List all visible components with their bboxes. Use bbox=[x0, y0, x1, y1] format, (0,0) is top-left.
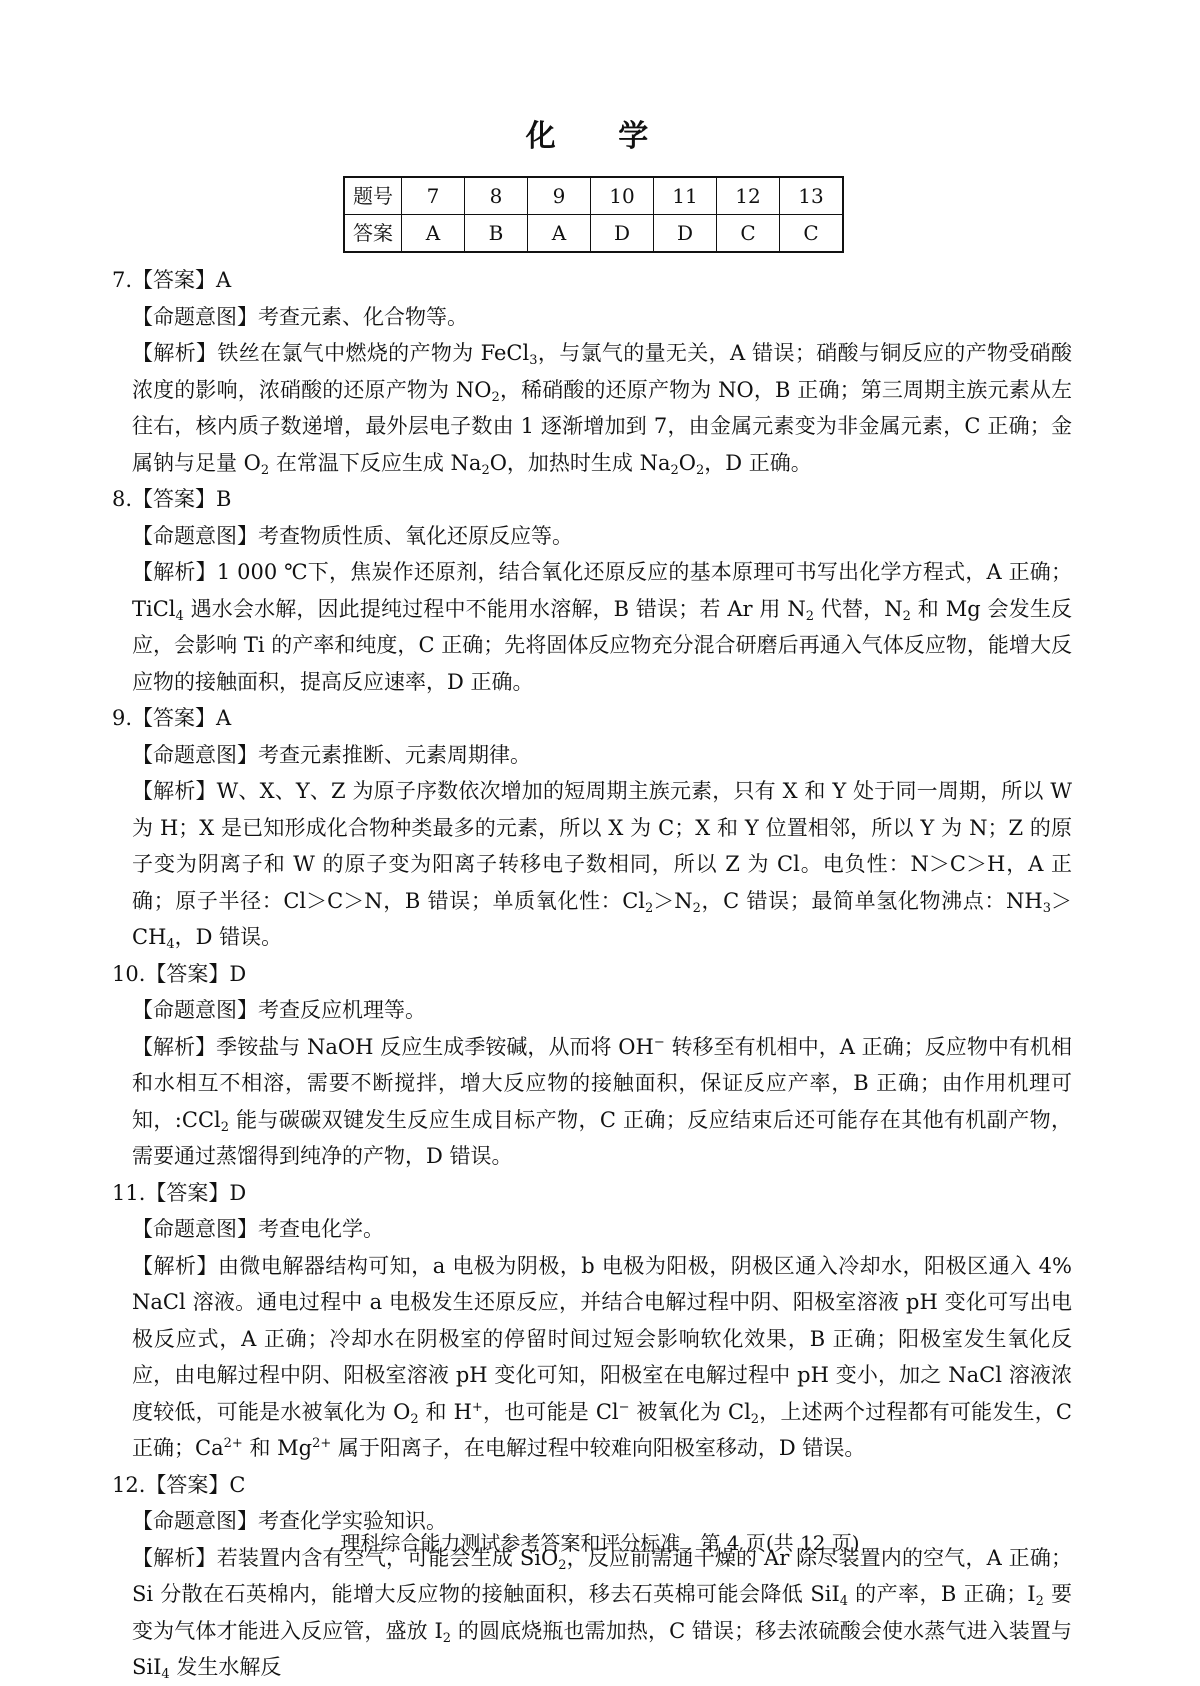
question-number-cell: 13 bbox=[780, 177, 844, 215]
superscript: − bbox=[618, 1399, 630, 1415]
subscript: 2 bbox=[644, 900, 654, 916]
analysis-text: 和 Mg 会发生反应，会影响 Ti 的产率和纯度，C 正确；先将固体反应物充分混合研磨后再通入气体反应物，能增大反应物的接触面积，提高反应速率，D 正确。 bbox=[132, 596, 1072, 694]
analysis-text: 要变为气体才能进入反应管，盛放 I bbox=[132, 1582, 1073, 1643]
answer-table bbox=[343, 176, 844, 253]
analysis-paragraph bbox=[132, 773, 1072, 956]
table-header-label: 答案 bbox=[344, 215, 402, 253]
subscript: 4 bbox=[839, 1594, 849, 1609]
intent-text: 考查元素推断、元素周期律。 bbox=[258, 742, 531, 767]
subscript: 2 bbox=[805, 608, 815, 624]
answer-cell: A bbox=[402, 215, 465, 253]
subscript: 3 bbox=[1042, 900, 1051, 916]
analysis-label: 【解析】 bbox=[132, 560, 217, 584]
subscript: 4 bbox=[161, 1667, 170, 1682]
answer-cell: C bbox=[780, 215, 844, 253]
intent-text: 考查元素、化合物等。 bbox=[258, 304, 468, 329]
intent-text: 考查化学实验知识。 bbox=[258, 1509, 447, 1533]
question-number-cell: 9 bbox=[528, 177, 591, 215]
superscript: 2+ bbox=[312, 1436, 332, 1451]
subscript: 2 bbox=[410, 1411, 419, 1427]
analysis-paragraph bbox=[132, 1540, 1072, 1686]
analysis-paragraph bbox=[132, 1248, 1072, 1467]
analysis-text: 在常温下反应生成 Na bbox=[269, 450, 482, 475]
analysis-text: 遇水会水解，因此提纯过程中不能用水溶解，B 错误；若 Ar 用 N bbox=[183, 596, 806, 621]
question-number-cell: 7 bbox=[402, 177, 465, 215]
subscript: 2 bbox=[902, 608, 911, 624]
subscript: 2 bbox=[481, 462, 490, 478]
intent-label: 【命题意图】 bbox=[132, 523, 258, 548]
analysis-text: ，C 错误；最简单氢化物沸点：NH bbox=[700, 888, 1043, 913]
superscript: − bbox=[653, 1034, 665, 1050]
subscript: 2 bbox=[696, 462, 705, 478]
page-title: 化 学 bbox=[525, 119, 675, 154]
intent-text: 考查反应机理等。 bbox=[258, 998, 426, 1022]
question-answer-heading: 9.【答案】A bbox=[112, 706, 232, 730]
question-answer-heading: 11.【答案】D bbox=[112, 1180, 247, 1205]
analysis-text: W、X、Y、Z 为原子序数依次增加的短周期主族元素，只有 X 和 Y 处于同一周期，所以 W 为 H；X 是已知形成化合物种类最多的元素，所以 X 为 C；X 和 Y 位置相邻，所以 Y 为 N；Z 的原子变为阴离子和 W 的原子变为阳离子转移电子数相同，所以 Z 为 Cl。电负性：N＞C＞H，A 正确；原子半径：Cl＞C＞N，B 错误；单质氧化性：Cl bbox=[132, 779, 1073, 913]
analysis-paragraph bbox=[132, 335, 1072, 481]
page-footer: 理科综合能力测试参考答案和评分标准 第 4 页(共 12 页) bbox=[340, 1531, 860, 1555]
analysis-text: O，加热时生成 Na bbox=[489, 450, 671, 475]
analysis-label: 【解析】 bbox=[132, 779, 217, 803]
answer-table-number-row bbox=[344, 177, 843, 215]
analysis-text: 被氧化为 Cl bbox=[629, 1399, 751, 1424]
analysis-text: ，上述两个过程都有可能发生，C 正确；Ca bbox=[132, 1399, 1072, 1460]
subscript: 3 bbox=[529, 353, 538, 368]
analysis-text: 转移至有机相中，A 正确；反应物中有机相和水相互不相溶，需要不断搅拌，增大反应物的接触面积，保证反应产率，B 正确；由作用机理可知，:CCl bbox=[132, 1034, 1073, 1132]
answer-table-answer-row bbox=[344, 215, 843, 253]
analysis-label: 【解析】 bbox=[132, 1253, 218, 1278]
analysis-paragraph bbox=[132, 1029, 1072, 1175]
analysis-text: ，D 错误。 bbox=[174, 925, 283, 949]
subscript: 2 bbox=[491, 389, 500, 405]
analysis-label: 【解析】 bbox=[132, 341, 218, 365]
analysis-text: 发生水解反 bbox=[169, 1655, 282, 1679]
question-answer-heading: 12.【答案】C bbox=[112, 1472, 246, 1497]
analysis-text: O bbox=[678, 450, 697, 475]
subscript: 2 bbox=[1035, 1594, 1044, 1609]
intent-label: 【命题意图】 bbox=[132, 1509, 258, 1533]
analysis-text: 季铵盐与 NaOH 反应生成季铵碱，从而将 OH bbox=[216, 1034, 654, 1059]
question-answer-heading: 10.【答案】D bbox=[112, 961, 247, 986]
intent-label: 【命题意图】 bbox=[132, 1217, 258, 1241]
intent-text: 考查电化学。 bbox=[258, 1217, 384, 1241]
question-number-cell: 8 bbox=[465, 177, 528, 215]
analysis-text: 的产率，B 正确；I bbox=[848, 1582, 1036, 1606]
answer-cell: A bbox=[528, 215, 591, 253]
analysis-text: 能与碳碳双键发生反应生成目标产物，C 正确；反应结束后还可能存在其他有机副产物，需要通过蒸馏得到纯净的产物，D 错误。 bbox=[132, 1107, 1072, 1168]
question-number-cell: 10 bbox=[591, 177, 654, 215]
question-number-cell: 12 bbox=[717, 177, 780, 215]
analysis-text: 属于阳离子，在电解过程中较难向阳极室移动，D 错误。 bbox=[331, 1436, 866, 1460]
intent-label: 【命题意图】 bbox=[132, 304, 258, 329]
analysis-text: 若装置内含有空气，可能会生成 SiO bbox=[216, 1545, 559, 1570]
analysis-text: ＞CH bbox=[132, 888, 1072, 949]
subscript: 2 bbox=[442, 1630, 452, 1646]
analysis-label: 【解析】 bbox=[132, 1034, 217, 1059]
analysis-text: ＞N bbox=[653, 888, 693, 913]
analysis-text: ，与氯气的量无关，A 错误；硝酸与铜反应的产物受硝酸浓度的影响，浓硝酸的还原产物为 NO bbox=[132, 341, 1073, 402]
intent-text: 考查物质性质、氧化还原反应等。 bbox=[258, 523, 573, 548]
subscript: 2 bbox=[558, 1557, 567, 1573]
intent-line bbox=[132, 737, 1072, 774]
answer-cell: B bbox=[465, 215, 528, 253]
intent-line bbox=[132, 992, 1072, 1029]
question-number-cell: 11 bbox=[654, 177, 717, 215]
intent-line bbox=[132, 299, 1072, 336]
answer-cell: D bbox=[654, 215, 717, 253]
analysis-text: 和 Mg bbox=[242, 1436, 313, 1460]
analysis-text: ，稀硝酸的还原产物为 NO，B 正确；第三周期主族元素从左往右，核内质子数递增，最外层电子数由 1 逐渐增加到 7，由金属元素变为非金属元素，C 正确；金属钠与足量 O bbox=[132, 377, 1073, 475]
analysis-paragraph bbox=[132, 554, 1072, 700]
analysis-text: ，D 正确。 bbox=[704, 450, 812, 475]
subscript: 2 bbox=[220, 1119, 230, 1135]
question-answer-heading: 8.【答案】B bbox=[112, 487, 232, 511]
analysis-label: 【解析】 bbox=[132, 1545, 217, 1570]
subscript: 2 bbox=[750, 1411, 760, 1427]
table-header-label: 题号 bbox=[344, 177, 402, 215]
analysis-text: ，也可能是 Cl bbox=[482, 1399, 619, 1424]
subscript: 2 bbox=[692, 900, 701, 916]
superscript: + bbox=[471, 1399, 483, 1415]
analysis-text: 的圆底烧瓶也需加热，C 错误；移去浓硫酸会使水蒸气进入装置与 SiI bbox=[132, 1618, 1072, 1679]
analysis-text: 代替，N bbox=[814, 596, 903, 621]
subscript: 4 bbox=[166, 937, 175, 952]
answer-explanations bbox=[112, 262, 1072, 1686]
analysis-text: 和 H bbox=[418, 1399, 472, 1424]
subscript: 4 bbox=[175, 608, 184, 624]
analysis-text: 铁丝在氯气中燃烧的产物为 FeCl bbox=[217, 341, 530, 365]
subscript: 2 bbox=[670, 462, 679, 478]
analysis-text: 1 000 ℃下，焦炭作还原剂，结合氧化还原反应的基本原理可书写出化学方程式，A 正确；TiCl bbox=[132, 560, 1073, 621]
analysis-text: ，反应前需通干燥的 Ar 除尽装置内的空气，A 正确；Si 分散在石英棉内，能增大反应物的接触面积，移去石英棉可能会降低 SiI bbox=[132, 1545, 1072, 1606]
subscript: 2 bbox=[260, 462, 270, 478]
analysis-text: 由微电解器结构可知，a 电极为阴极，b 电极为阳极，阴极区通入冷却水，阳极区通入 4% NaCl 溶液。通电过程中 a 电极发生还原反应，并结合电解过程中阴、阳极室溶液 pH 变化可写出电极反应式，A 正确；冷却水在阴极室的停留时间过短会影响软化效果，B 正确；阳极室发生氧化反应，由电解过程中阴、阳极室溶液 pH 变化可知，阳极室在电解过程中 pH 变小，加之 NaCl 溶液浓度较低，可能是水被氧化为 O bbox=[132, 1253, 1073, 1424]
superscript: 2+ bbox=[223, 1436, 243, 1451]
intent-label: 【命题意图】 bbox=[132, 998, 258, 1022]
answer-cell: D bbox=[591, 215, 654, 253]
intent-line bbox=[132, 1211, 1072, 1248]
question-answer-heading: 7.【答案】A bbox=[112, 268, 232, 292]
intent-label: 【命题意图】 bbox=[132, 742, 258, 767]
answer-cell: C bbox=[717, 215, 780, 253]
intent-line bbox=[132, 518, 1072, 555]
